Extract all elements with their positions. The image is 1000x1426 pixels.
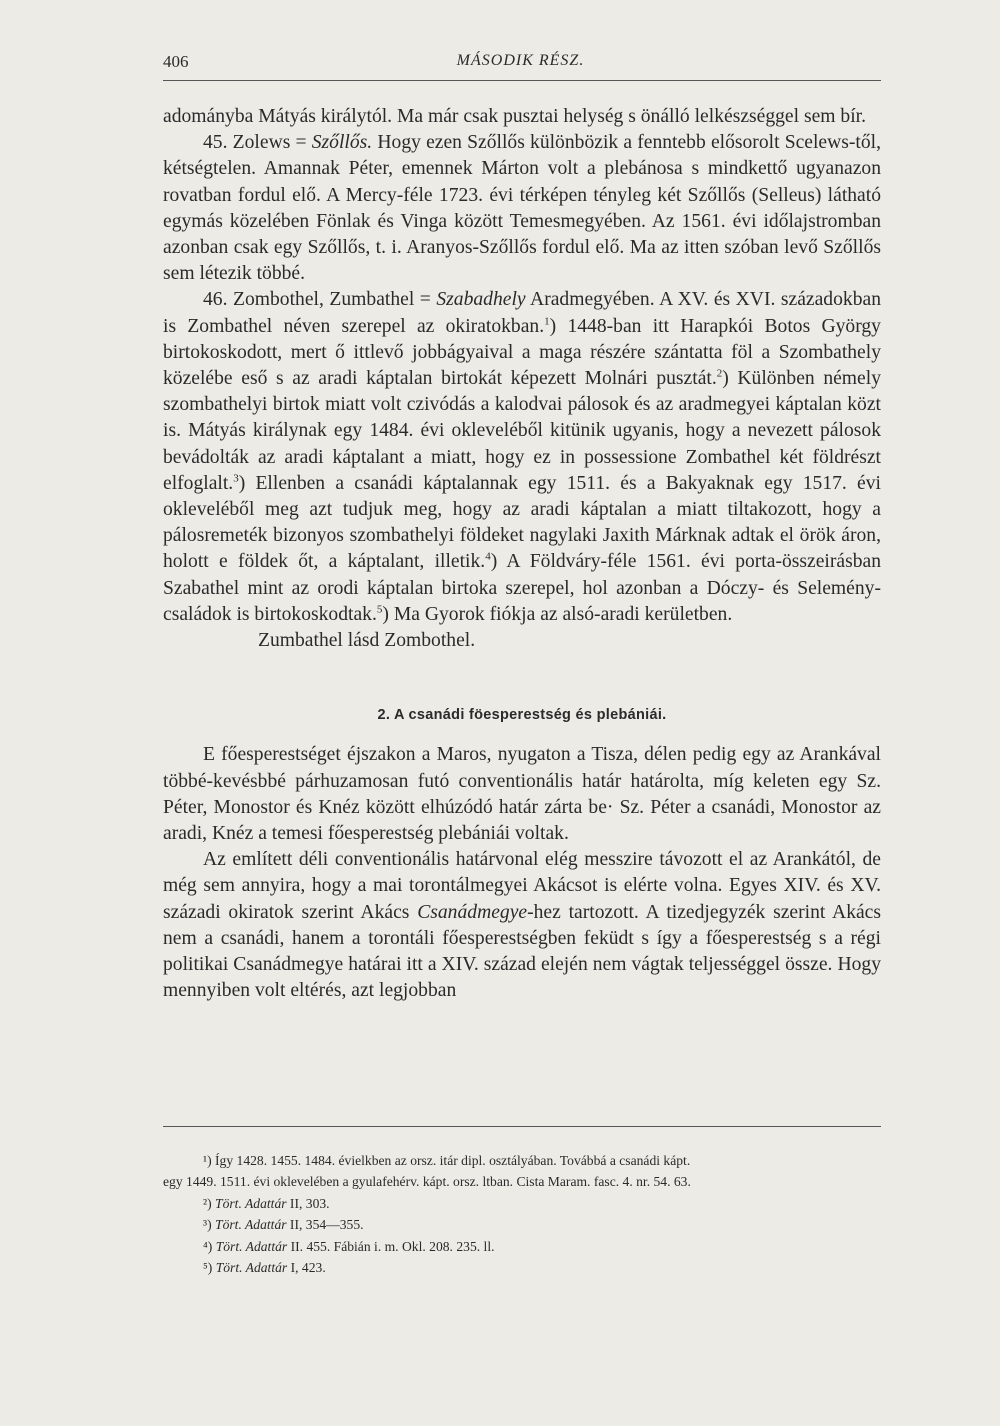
footnote-ref-5: 5: [376, 603, 383, 616]
section-paragraph-2-b: -hez tartozott. A tizedjegyzék szerint Akács nem a csanádi, hanem a torontáli főesperestségben feküdt s így a főesperestség s a régi politikai Csanádmegye határai itt a XIV. század elején nem vágtak teljességgel össze. Hogy mennyiben volt eltérés, azt legjobban: [163, 901, 882, 1002]
footnote-1: [163, 1150, 881, 1171]
entry-46: 46. Zombothel, Zumbathel = Szabadhely Aradmegyében. A XV. és XVI. századokban is Zombathel néven szerepel az okiratokban.$^1$) 1448-ban itt Harapkói Botos György birtokoskodott, mert ő ittlevő jobbágyaival a maga részére szántatta föl a Szombathely közelébe eső s az aradi káptalan birtokát képezett Molnári pusztát.$^2$) Különben némely szombathelyi birtok miatt volt czivódás a kalodvai pálosok és az aradmegyei káptalan közt is. Mátyás királynak egy 1484. évi okleveléből kitünik ugyanis, hogy a nevezett pálosok bevádolták az aradi káptalant a miatt, hogy ez in possessione Zombathel két földrészt elfoglalt.$^3$) Ellenben a csanádi káptalannak egy 1511. és a Bakyaknak egy 1517. évi okleveléből meg azt tudjuk meg, hogy az aradi káptalan a miatt tiltakozott, hogy a pálosremeték bizonyos szombathelyi földeket nagylaki Jaxith Márknak adtak el örök áron, holott e földek őt, a káptalant, illetik.$^4$) A Földváry-féle 1561. évi porta-összeirásban Szabathel mint az orodi káptalan birtoka szerepel, hol azonban a Dóczy- és Selemény-családok is birtokoskodtak.$^5$) Ma Gyorok fiókja az alsó-aradi kerületben.: [163, 289, 881, 625]
footnote-3: [163, 1214, 881, 1235]
entry-46-name: Szabadhely: [436, 289, 526, 311]
entry-46-head: 46. Zombothel, Zumbathel =: [203, 289, 437, 311]
footnote-2: [163, 1193, 881, 1214]
section-paragraph-2: [163, 847, 881, 1004]
footnote-5: [163, 1257, 881, 1278]
footnote-ref-3: 3: [233, 472, 239, 485]
footnote-4: [163, 1236, 881, 1257]
entry-46-text-d: Ellenben a csanádi káptalannak egy 1511. és a Bakyaknak egy 1517. évi okleveléből meg azt tudjuk meg, hogy az aradi káptalan a miatt tiltakozott, hogy a pálosremeték bizonyos szombathelyi földeket nagylaki Jaxith Márknak adtak el örök áron, holott e földek őt, a káptalant, illetik.: [163, 472, 881, 573]
footnote-2-mark: ²): [203, 1195, 212, 1211]
footnote-ref-1: 1: [544, 315, 550, 328]
entry-46-text-c: Különben némely szombathelyi birtok miatt volt czivódás a kalodvai pálosok és az aradmegyei káptalan közt is. Mátyás királynak egy 1484. évi okleveléből kitünik ugyanis, hogy a nevezett pálosok bevádolták az aradi káptalant a miatt, hogy ez in possessione Zombathel két földrészt elfoglalt.: [163, 368, 881, 494]
footnote-3-source: Tört. Adattár: [215, 1217, 287, 1233]
main-text: [163, 104, 881, 1005]
footnote-1-continued: egy 1449. 1511. évi oklevelében a gyulafehérv. kápt. orsz. ltban. Cista Maram. fasc. 4. nr. 54. 63.: [163, 1174, 691, 1190]
footnote-ref-2: 2: [716, 367, 723, 380]
page-header: [163, 52, 878, 78]
header-rule: [163, 80, 881, 81]
section-heading: 2. A csanádi föesperestség és plebániái.: [377, 707, 667, 724]
section-paragraph-2-a: Az említett déli conventionális határvonal elég messzire távozott el az Arankától, de még sem annyira, hogy a mai torontálmegyei Akácsot is elérte volna. Egyes XIV. és XV. századi okiratok szerint Akács: [163, 849, 881, 923]
footnote-5-ref: I, 423.: [287, 1260, 326, 1276]
paragraph-continuation: adományba Mátyás királytól. Ma már csak pusztai helység s önálló lelkészséggel sem bír.: [163, 106, 867, 127]
entry-45-head: 45. Zolews =: [203, 132, 312, 154]
footnote-1-line-1: Így 1428. 1455. 1484. évielkben az orsz. itár dipl. osztályában. Továbbá a csanádi kápt.: [215, 1153, 691, 1168]
footnote-3-mark: ³): [203, 1217, 212, 1233]
footnote-5-source: Tört. Adattár: [215, 1260, 288, 1276]
entry-45: [163, 130, 881, 287]
entry-46-text-f: Ma Gyorok fiókja az alsó-aradi kerületben.: [393, 603, 733, 625]
footnote-4-mark: ⁴): [203, 1238, 213, 1254]
entry-46-text-a: Aradmegyében. A XV. és XVI. századokban is Zombathel néven szerepel az okiratokban.: [163, 289, 881, 337]
footnote-ref-4: 4: [485, 550, 491, 563]
entry-46-text-b: 1448-ban itt Harapkói Botos György birtokoskodott, mert ő ittlevő jobbágyaival a maga részére szántatta föl a Szombathely közelébe eső s az aradi káptalan birtokát képezett Molnári pusztát.: [163, 315, 881, 390]
footnote-5-mark: ⁵): [203, 1260, 213, 1276]
section-paragraph-1: E főesperestséget éjszakon a Maros, nyugaton a Tisza, délen pedig egy az Arankával többé-kevésbbé párhuzamosan futó conventionális határ határolta, míg keleten egy Sz. Péter, Monostor és Knéz között elhúzódó határ zárta be· Sz. Péter a csanádi, Monostor az aradi, Knéz a temesi főesperestség plebániái voltak.: [163, 744, 881, 845]
footnote-3-ref: II, 354—355.: [286, 1217, 364, 1233]
entry-45-body: Hogy ezen Szőllős különbözik a fenntebb elősorolt Scelews-től, kétségtelen. Amannak Péter, emennek Márton volt a plebánosa s mindkettő ugyanazon rovatban fordul elő. A Mercy-féle 1723. évi térképen tényleg két Szőllős (Selleus) látható egymás közelében Fönlak és Vinga között Temesmegyében. Az 1561. évi időlajstromban azonban csak egy Szőllős, t. i. Aranyos-Szőllős fordul elő. Ma az itten szóban levő Szőllős sem létezik többé.: [163, 132, 882, 285]
entry-45-name: Szőllős.: [311, 132, 373, 154]
section-paragraph-2-italic: Csanádmegye: [417, 901, 528, 923]
footnote-4-source: Tört. Adattár: [215, 1238, 288, 1254]
page-number: 406: [163, 52, 189, 71]
footnotes: [163, 1150, 881, 1278]
footnote-4-ref: II. 455. Fábián i. m. Okl. 208. 235. ll.: [287, 1238, 495, 1254]
entry-46-text-e: A Földváry-féle 1561. évi porta-összeirásban Szabathel mint az orodi káptalan birtoka szerepel, hol azonban a Dóczy- és Selemény-családok is birtokoskodtak.: [163, 551, 881, 625]
footnote-2-ref: II, 303.: [286, 1195, 330, 1211]
cross-reference: Zumbathel lásd Zombothel.: [258, 630, 476, 652]
running-title: MÁSODIK RÉSZ.: [456, 52, 585, 69]
footnote-1-mark: ¹): [203, 1153, 212, 1168]
footnote-rule: [163, 1126, 881, 1127]
footnote-2-source: Tört. Adattár: [215, 1195, 287, 1211]
